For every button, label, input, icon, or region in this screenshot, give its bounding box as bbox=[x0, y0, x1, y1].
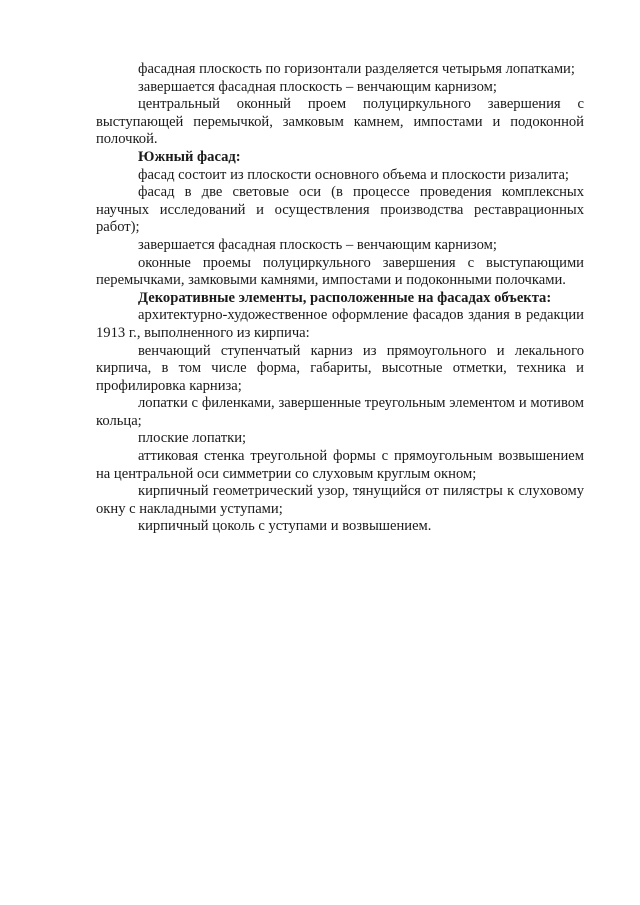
paragraph-11: венчающий ступенчатый карниз из прямоугольного и лекального кирпича, в том числе форма, габариты, высотные отметки, техника и профилировка карниза; bbox=[96, 342, 584, 394]
document-page bbox=[96, 61, 584, 536]
paragraph-6: фасад в две световые оси (в процессе проведения комплексных научных исследований и осуществления производства реставрационных работ); bbox=[96, 184, 584, 236]
paragraph-15: кирпичный геометрический узор, тянущийся от пилястры к слуховому окну с накладными уступами; bbox=[96, 483, 584, 517]
paragraph-10: архитектурно-художественное оформление фасадов здания в редакции 1913 г., выполненного из кирпича: bbox=[96, 307, 584, 341]
paragraph-16: кирпичный цоколь с уступами и возвышением. bbox=[138, 518, 432, 535]
paragraph-1: фасадная плоскость по горизонтали разделяется четырьмя лопатками; bbox=[138, 61, 575, 77]
section-heading-south-facade: Южный фасад: bbox=[138, 148, 241, 165]
paragraph-7: завершается фасадная плоскость – венчающим карнизом; bbox=[138, 236, 497, 253]
section-heading-decorative-elements: Декоративные элементы, расположенные на фасадах объекта: bbox=[138, 289, 552, 306]
paragraph-8: оконные проемы полуциркульного завершения с выступающими перемычками, замковыми камнями, импостами и подоконными полочками. bbox=[96, 254, 584, 289]
paragraph-14: аттиковая стенка треугольной формы с прямоугольным возвышением на центральной оси симметрии со слуховым круглым окном; bbox=[96, 448, 584, 482]
paragraph-2: завершается фасадная плоскость – венчающим карнизом; bbox=[138, 78, 497, 95]
paragraph-12: лопатки с филенками, завершенные треугольным элементом и мотивом кольца; bbox=[96, 395, 584, 429]
paragraph-13: плоские лопатки; bbox=[138, 430, 247, 447]
paragraph-3: центральный оконный проем полуциркульного завершения с выступающей перемычкой, замковым камнем, импостами и подоконной полочкой. bbox=[96, 96, 584, 148]
paragraph-5: фасад состоит из плоскости основного объема и плоскости ризалита; bbox=[138, 166, 569, 183]
